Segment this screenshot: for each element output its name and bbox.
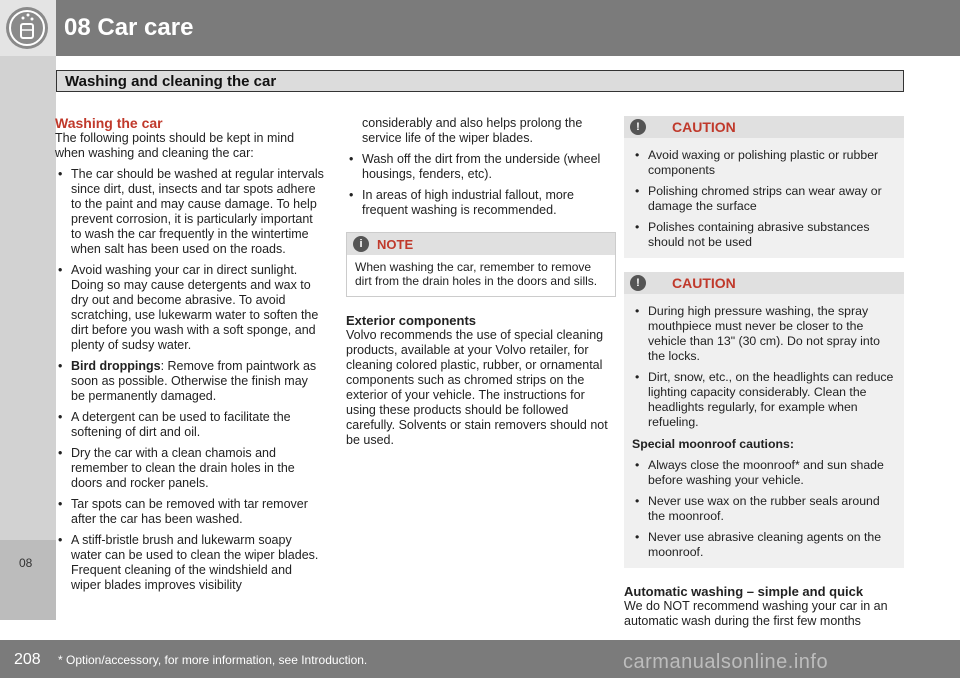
- moonroof-list: [632, 458, 896, 560]
- section-title: Washing and cleaning the car: [65, 73, 277, 90]
- exterior-text: Volvo recommends the use of special cleaning products, available at your Volvo retailer, for cleaning colored plastic, rubber, or ornamental components such as chromed strips on the exterior of your vehicle. The instructions for using these products should be followed carefully. Solvents or stain removers should not be used.: [346, 328, 608, 447]
- page-number: 208: [14, 651, 41, 668]
- side-strip: [0, 56, 56, 620]
- chapter-title: 08 Car care: [64, 14, 194, 41]
- caution-list: [632, 148, 896, 250]
- list-item: • Always close the moonroof* and sun shade before washing your vehicle.: [632, 458, 896, 488]
- caution-body: [624, 138, 904, 258]
- washing-intro: The following points should be kept in mind when washing and cleaning the car:: [55, 131, 295, 160]
- exclamation-icon: !: [630, 119, 646, 135]
- section-bar: [56, 70, 904, 92]
- moonroof-heading: Special moonroof cautions:: [632, 437, 794, 451]
- list-item: • A detergent can be used to facilitate the softening of dirt and oil.: [55, 410, 325, 440]
- note-title: NOTE: [377, 237, 414, 252]
- list-item: • Avoid washing your car in direct sunlight. Doing so may cause detergents and wax to dry out and become abrasive. To avoid scratching, use lukewarm water to soften the dirt before you wash with a soft sponge, and plenty of sudsy water.: [55, 263, 325, 353]
- list-item: • The car should be washed at regular intervals since dirt, dust, insects and tar spots adhere to the paint and may cause damage. To help prevent corrosion, it is particularly important to wash the car frequently in the wintertime when salt has been used on the roads.: [55, 167, 325, 257]
- column-washing: [55, 116, 325, 593]
- list-item: • Never use wax on the rubber seals around the moonroof.: [632, 494, 896, 524]
- footnote: * Option/accessory, for more information, see Introduction.: [58, 653, 368, 667]
- caution-body: [624, 294, 904, 568]
- middle-list: [346, 152, 616, 218]
- bird-droppings-label: Bird droppings: [71, 359, 161, 373]
- heading-automatic-washing: Automatic washing – simple and quick: [624, 584, 864, 599]
- bird-droppings-text: : Remove from paintwork as soon as possible. Otherwise the finish may be permanently damaged.: [71, 359, 317, 403]
- header-bar: [0, 0, 960, 56]
- caution-list: [632, 304, 896, 430]
- continuation-text: considerably and also helps prolong the service life of the wiper blades.: [362, 116, 583, 145]
- caution-title: CAUTION: [672, 119, 736, 135]
- car-care-icon: [0, 0, 56, 56]
- caution-box-pressure-washing: [624, 272, 904, 568]
- list-item: • Avoid waxing or polishing plastic or rubber components: [632, 148, 896, 178]
- list-item: • Dirt, snow, etc., on the headlights can reduce lighting capacity considerably. Clean the headlights regularly, for example when refueling.: [632, 370, 896, 430]
- list-item: [55, 359, 325, 404]
- list-item: • Polishes containing abrasive substances should not be used: [632, 220, 896, 250]
- list-item: • During high pressure washing, the spray mouthpiece must never be closer to the vehicle than 13" (30 cm). Do not spray into the locks.: [632, 304, 896, 364]
- list-item: • In areas of high industrial fallout, more frequent washing is recommended.: [346, 188, 616, 218]
- list-item: • Dry the car with a clean chamois and remember to clean the drain holes in the doors and rocker panels.: [55, 446, 325, 491]
- chapter-tab-label: 08: [19, 556, 33, 570]
- column-cautions: [624, 116, 904, 629]
- heading-washing-the-car: Washing the car: [55, 115, 163, 131]
- note-header: [347, 233, 615, 255]
- caution-box-polishing: [624, 116, 904, 258]
- caution-header: [624, 116, 904, 138]
- list-item: • Wash off the dirt from the underside (wheel housings, fenders, etc).: [346, 152, 616, 182]
- column-middle: [346, 116, 616, 448]
- caution-header: [624, 272, 904, 294]
- list-item: • A stiff-bristle brush and lukewarm soapy water can be used to clean the wiper blades. Frequent cleaning of the windshield and wiper blades improves visibility: [55, 533, 325, 593]
- chapter-tab: [0, 540, 56, 620]
- automatic-washing-text: We do NOT recommend washing your car in an automatic wash during the first few months: [624, 599, 888, 628]
- washing-list: [55, 167, 325, 593]
- list-item: • Tar spots can be removed with tar remover after the car has been washed.: [55, 497, 325, 527]
- caution-title: CAUTION: [672, 275, 736, 291]
- note-text: When washing the car, remember to remove dirt from the drain holes in the doors and sills.: [355, 260, 598, 288]
- note-box: [346, 232, 616, 297]
- list-item: • Polishing chromed strips can wear away or damage the surface: [632, 184, 896, 214]
- info-icon: i: [353, 236, 369, 252]
- watermark: carmanualsonline.info: [623, 651, 829, 673]
- exclamation-icon: !: [630, 275, 646, 291]
- list-item: • Never use abrasive cleaning agents on the moonroof.: [632, 530, 896, 560]
- heading-exterior-components: Exterior components: [346, 313, 477, 328]
